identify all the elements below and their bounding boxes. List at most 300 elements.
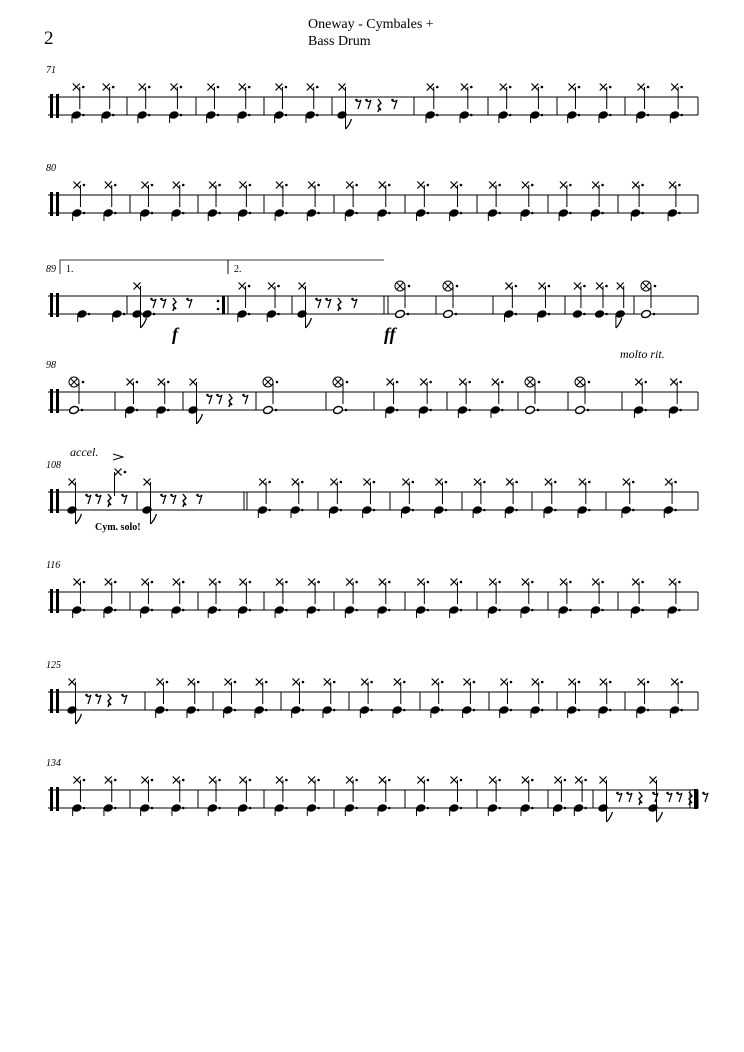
percussion-clef-right bbox=[56, 94, 59, 118]
repeat-barline-thick bbox=[222, 296, 225, 314]
augmentation-dot bbox=[564, 779, 567, 782]
augmentation-dot bbox=[501, 381, 504, 384]
cymbal-x-notehead bbox=[665, 479, 672, 486]
bass-drum-half-notehead bbox=[69, 405, 80, 414]
augmentation-dot bbox=[578, 709, 581, 712]
cymbal-x-notehead bbox=[474, 479, 481, 486]
augmentation-dot bbox=[301, 481, 304, 484]
eighth-rest bbox=[197, 495, 202, 504]
cymbal-x-notehead bbox=[574, 283, 581, 290]
percussion-clef-left bbox=[50, 489, 53, 513]
augmentation-dot bbox=[460, 581, 463, 584]
augmentation-dot bbox=[601, 184, 604, 187]
measure-number: 116 bbox=[46, 560, 61, 571]
augmentation-dot bbox=[153, 313, 156, 316]
augmentation-dot bbox=[82, 381, 85, 384]
cymbal-x-notehead bbox=[134, 283, 141, 290]
augmentation-dot bbox=[182, 609, 185, 612]
augmentation-dot bbox=[498, 212, 501, 215]
augmentation-dot bbox=[609, 114, 612, 117]
augmentation-dot bbox=[317, 807, 320, 810]
augmentation-dot bbox=[340, 509, 343, 512]
augmentation-dot bbox=[460, 184, 463, 187]
crash-circled-x-notehead bbox=[395, 281, 405, 291]
augmentation-dot bbox=[498, 184, 501, 187]
cymbal-x-notehead bbox=[209, 777, 216, 784]
cymbal-x-notehead bbox=[324, 679, 331, 686]
cymbal-x-notehead bbox=[308, 579, 315, 586]
augmentation-dot bbox=[114, 779, 117, 782]
augmentation-dot bbox=[641, 581, 644, 584]
augmentation-dot bbox=[641, 212, 644, 215]
cymbal-x-notehead bbox=[141, 777, 148, 784]
augmentation-dot bbox=[578, 681, 581, 684]
augmentation-dot bbox=[81, 409, 84, 412]
cymbal-x-notehead bbox=[427, 84, 434, 91]
percussion-clef-left bbox=[50, 689, 53, 713]
quarter-rest bbox=[108, 494, 111, 507]
cymbal-x-notehead bbox=[500, 84, 507, 91]
eighth-rest bbox=[207, 395, 212, 404]
augmentation-dot bbox=[541, 681, 544, 684]
cymbal-x-notehead bbox=[522, 579, 529, 586]
augmentation-dot bbox=[285, 212, 288, 215]
augmentation-dot bbox=[641, 184, 644, 187]
cymbal-x-notehead bbox=[209, 579, 216, 586]
bass-drum-half-notehead bbox=[641, 309, 652, 318]
eighth-rest bbox=[356, 100, 361, 109]
augmentation-dot bbox=[268, 481, 271, 484]
augmentation-dot bbox=[388, 779, 391, 782]
augmentation-dot bbox=[407, 313, 410, 316]
augmentation-dot bbox=[427, 184, 430, 187]
augmentation-dot bbox=[583, 285, 586, 288]
augmentation-dot bbox=[234, 681, 237, 684]
augmentation-dot bbox=[531, 609, 534, 612]
cymbal-x-notehead bbox=[500, 679, 507, 686]
augmentation-dot bbox=[275, 409, 278, 412]
augmentation-dot bbox=[182, 212, 185, 215]
cymbal-x-notehead bbox=[461, 84, 468, 91]
augmentation-dot bbox=[218, 807, 221, 810]
augmentation-dot bbox=[460, 807, 463, 810]
augmentation-dot bbox=[632, 509, 635, 512]
augmentation-dot bbox=[678, 212, 681, 215]
cymbal-x-notehead bbox=[379, 777, 386, 784]
augmentation-dot bbox=[234, 709, 237, 712]
note-flag bbox=[346, 119, 352, 129]
cymbal-x-notehead bbox=[69, 479, 76, 486]
augmentation-dot bbox=[498, 609, 501, 612]
cymbal-x-notehead bbox=[435, 479, 442, 486]
eighth-rest bbox=[122, 495, 127, 504]
augmentation-dot bbox=[569, 184, 572, 187]
bass-drum-half-notehead bbox=[443, 309, 454, 318]
bass-drum-half-notehead bbox=[395, 309, 406, 318]
augmentation-dot bbox=[587, 409, 590, 412]
accent-mark bbox=[113, 454, 123, 460]
augmentation-dot bbox=[510, 709, 513, 712]
cymbal-x-notehead bbox=[275, 84, 282, 91]
note-flag bbox=[657, 812, 663, 822]
augmentation-dot bbox=[632, 481, 635, 484]
augmentation-dot bbox=[317, 184, 320, 187]
cymbal-x-notehead bbox=[560, 579, 567, 586]
cymbal-x-notehead bbox=[545, 479, 552, 486]
augmentation-dot bbox=[346, 381, 349, 384]
cymbal-x-notehead bbox=[156, 679, 163, 686]
percussion-clef-left bbox=[50, 389, 53, 413]
cymbal-x-notehead bbox=[276, 579, 283, 586]
augmentation-dot bbox=[83, 581, 86, 584]
augmentation-dot bbox=[483, 509, 486, 512]
augmentation-dot bbox=[548, 313, 551, 316]
augmentation-dot bbox=[148, 114, 151, 117]
augmentation-dot bbox=[468, 381, 471, 384]
cymbal-x-notehead bbox=[256, 679, 263, 686]
cymbal-x-notehead bbox=[259, 479, 266, 486]
augmentation-dot bbox=[678, 609, 681, 612]
cymbal-x-notehead bbox=[307, 84, 314, 91]
cymbal-x-notehead bbox=[600, 679, 607, 686]
note-flag bbox=[151, 514, 157, 524]
augmentation-dot bbox=[340, 481, 343, 484]
augmentation-dot bbox=[498, 807, 501, 810]
cymbal-x-notehead bbox=[73, 182, 80, 189]
augmentation-dot bbox=[317, 581, 320, 584]
augmentation-dot bbox=[136, 409, 139, 412]
augmentation-dot bbox=[317, 779, 320, 782]
augmentation-dot bbox=[249, 212, 252, 215]
cymbal-x-notehead bbox=[669, 579, 676, 586]
augmentation-dot bbox=[509, 114, 512, 117]
augmentation-dot bbox=[436, 114, 439, 117]
cymbal-x-notehead bbox=[522, 182, 529, 189]
augmentation-dot bbox=[569, 212, 572, 215]
augmentation-dot bbox=[167, 381, 170, 384]
cymbal-x-notehead bbox=[69, 679, 76, 686]
cymbal-x-notehead bbox=[489, 579, 496, 586]
augmentation-dot bbox=[510, 681, 513, 684]
cymbal-x-notehead bbox=[600, 777, 607, 784]
augmentation-dot bbox=[541, 709, 544, 712]
augmentation-dot bbox=[167, 409, 170, 412]
cymbal-x-notehead bbox=[568, 679, 575, 686]
eighth-rest bbox=[187, 299, 192, 308]
eighth-rest bbox=[703, 793, 708, 802]
cymbal-x-notehead bbox=[276, 182, 283, 189]
first-ending-label: 1. bbox=[66, 264, 74, 275]
percussion-clef-right bbox=[56, 293, 59, 317]
cymbal-x-notehead bbox=[141, 579, 148, 586]
augmentation-dot bbox=[317, 212, 320, 215]
augmentation-dot bbox=[605, 285, 608, 288]
augmentation-dot bbox=[644, 409, 647, 412]
augmentation-dot bbox=[460, 779, 463, 782]
crash-circled-x-notehead bbox=[69, 377, 79, 387]
augmentation-dot bbox=[468, 409, 471, 412]
eighth-rest bbox=[151, 299, 156, 308]
cymbal-x-notehead bbox=[239, 283, 246, 290]
cymbal-x-notehead bbox=[632, 182, 639, 189]
cymbal-x-notehead bbox=[158, 379, 165, 386]
cymbal-x-notehead bbox=[239, 182, 246, 189]
cymbal-x-notehead bbox=[73, 777, 80, 784]
cymbal-x-notehead bbox=[638, 679, 645, 686]
augmentation-dot bbox=[483, 481, 486, 484]
augmentation-dot bbox=[531, 807, 534, 810]
augmentation-dot bbox=[445, 481, 448, 484]
augmentation-dot bbox=[470, 114, 473, 117]
cymbal-x-notehead bbox=[346, 579, 353, 586]
note-flag bbox=[141, 318, 147, 328]
percussion-clef-left bbox=[50, 94, 53, 118]
cymbal-x-notehead bbox=[139, 84, 146, 91]
augmentation-dot bbox=[429, 409, 432, 412]
cymbal-x-notehead bbox=[292, 479, 299, 486]
eighth-rest bbox=[217, 395, 222, 404]
augmentation-dot bbox=[403, 709, 406, 712]
percussion-clef-left bbox=[50, 192, 53, 216]
augmentation-dot bbox=[583, 313, 586, 316]
cymbal-x-notehead bbox=[596, 283, 603, 290]
augmentation-dot bbox=[197, 709, 200, 712]
augmentation-dot bbox=[180, 86, 183, 89]
cymbal-x-notehead bbox=[450, 182, 457, 189]
augmentation-dot bbox=[674, 509, 677, 512]
eighth-rest bbox=[366, 100, 371, 109]
augmentation-dot bbox=[609, 86, 612, 89]
note-flag bbox=[197, 414, 203, 424]
cymbal-x-notehead bbox=[600, 84, 607, 91]
augmentation-dot bbox=[584, 807, 587, 810]
cymbal-x-notehead bbox=[532, 679, 539, 686]
augmentation-dot bbox=[396, 381, 399, 384]
augmentation-dot bbox=[114, 212, 117, 215]
augmentation-dot bbox=[554, 509, 557, 512]
augmentation-dot bbox=[217, 86, 220, 89]
cymbal-x-notehead bbox=[417, 579, 424, 586]
augmentation-dot bbox=[396, 409, 399, 412]
measure-number: 89 bbox=[46, 264, 56, 275]
augmentation-dot bbox=[678, 581, 681, 584]
cymbal-x-notehead bbox=[579, 479, 586, 486]
augmentation-dot bbox=[427, 212, 430, 215]
augmentation-dot bbox=[427, 779, 430, 782]
augmentation-dot bbox=[355, 807, 358, 810]
quarter-rest bbox=[173, 298, 176, 311]
augmentation-dot bbox=[564, 807, 567, 810]
eighth-rest bbox=[96, 495, 101, 504]
cymbal-x-notehead bbox=[339, 84, 346, 91]
augmentation-dot bbox=[515, 509, 518, 512]
augmentation-dot bbox=[515, 313, 518, 316]
note-flag bbox=[607, 812, 613, 822]
augmentation-dot bbox=[388, 609, 391, 612]
cymbal-x-notehead bbox=[531, 84, 538, 91]
cymbal-x-notehead bbox=[560, 182, 567, 189]
cymbal-x-notehead bbox=[670, 379, 677, 386]
augmentation-dot bbox=[605, 313, 608, 316]
augmentation-dot bbox=[265, 709, 268, 712]
augmentation-dot bbox=[182, 184, 185, 187]
cymbal-x-notehead bbox=[379, 182, 386, 189]
eighth-rest bbox=[161, 299, 166, 308]
augmentation-dot bbox=[403, 681, 406, 684]
augmentation-dot bbox=[197, 681, 200, 684]
crash-circled-x-notehead bbox=[333, 377, 343, 387]
augmentation-dot bbox=[531, 212, 534, 215]
augmentation-dot bbox=[248, 285, 251, 288]
accel-direction: accel. bbox=[70, 445, 99, 459]
measure-number: 108 bbox=[46, 460, 61, 471]
augmentation-dot bbox=[285, 86, 288, 89]
quarter-rest bbox=[639, 792, 642, 805]
cymbal-x-notehead bbox=[363, 479, 370, 486]
cymbal-x-notehead bbox=[239, 777, 246, 784]
augmentation-dot bbox=[412, 481, 415, 484]
cymbal-x-notehead bbox=[173, 182, 180, 189]
augmentation-dot bbox=[345, 409, 348, 412]
augmentation-dot bbox=[455, 313, 458, 316]
augmentation-dot bbox=[355, 184, 358, 187]
augmentation-dot bbox=[473, 681, 476, 684]
bass-drum-notehead bbox=[572, 309, 583, 318]
measure-number: 125 bbox=[46, 660, 61, 671]
cymbal-x-notehead bbox=[173, 777, 180, 784]
augmentation-dot bbox=[151, 212, 154, 215]
augmentation-dot bbox=[445, 509, 448, 512]
augmentation-dot bbox=[678, 184, 681, 187]
augmentation-dot bbox=[531, 581, 534, 584]
cymbal-x-notehead bbox=[190, 379, 197, 386]
augmentation-dot bbox=[124, 471, 127, 474]
augmentation-dot bbox=[83, 779, 86, 782]
augmentation-dot bbox=[285, 581, 288, 584]
augmentation-dot bbox=[151, 609, 154, 612]
augmentation-dot bbox=[285, 807, 288, 810]
percussion-clef-left bbox=[50, 787, 53, 811]
cymbal-x-notehead bbox=[115, 469, 122, 476]
cymbal-x-notehead bbox=[103, 84, 110, 91]
measure-number: 71 bbox=[46, 65, 56, 76]
cymbal-x-notehead bbox=[592, 579, 599, 586]
augmentation-dot bbox=[82, 114, 85, 117]
augmentation-dot bbox=[541, 114, 544, 117]
bass-drum-half-notehead bbox=[525, 405, 536, 414]
augmentation-dot bbox=[373, 509, 376, 512]
augmentation-dot bbox=[148, 86, 151, 89]
cymbal-x-notehead bbox=[632, 579, 639, 586]
bass-drum-notehead bbox=[142, 309, 153, 318]
augmentation-dot bbox=[460, 609, 463, 612]
augmentation-dot bbox=[647, 114, 650, 117]
augmentation-dot bbox=[429, 381, 432, 384]
augmentation-dot bbox=[537, 409, 540, 412]
cymbal-x-notehead bbox=[489, 777, 496, 784]
augmentation-dot bbox=[333, 681, 336, 684]
augmentation-dot bbox=[370, 681, 373, 684]
augmentation-dot bbox=[151, 581, 154, 584]
cymbal-x-notehead bbox=[635, 379, 642, 386]
augmentation-dot bbox=[388, 807, 391, 810]
augmentation-dot bbox=[88, 313, 91, 316]
augmentation-dot bbox=[182, 779, 185, 782]
augmentation-dot bbox=[588, 381, 591, 384]
cymbal-x-notehead bbox=[361, 679, 368, 686]
augmentation-dot bbox=[674, 481, 677, 484]
cymbal-x-notehead bbox=[268, 283, 275, 290]
augmentation-dot bbox=[182, 807, 185, 810]
augmentation-dot bbox=[436, 86, 439, 89]
augmentation-dot bbox=[609, 681, 612, 684]
augmentation-dot bbox=[427, 609, 430, 612]
note-flag bbox=[616, 318, 622, 328]
augmentation-dot bbox=[276, 381, 279, 384]
augmentation-dot bbox=[548, 285, 551, 288]
cymbal-x-notehead bbox=[308, 182, 315, 189]
augmentation-dot bbox=[355, 212, 358, 215]
augmentation-dot bbox=[541, 86, 544, 89]
augmentation-dot bbox=[584, 779, 587, 782]
augmentation-dot bbox=[470, 86, 473, 89]
augmentation-dot bbox=[680, 709, 683, 712]
percussion-clef-right bbox=[56, 787, 59, 811]
augmentation-dot bbox=[427, 581, 430, 584]
cymbal-x-notehead bbox=[575, 777, 582, 784]
augmentation-dot bbox=[316, 86, 319, 89]
eighth-rest bbox=[171, 495, 176, 504]
augmentation-dot bbox=[218, 581, 221, 584]
augmentation-dot bbox=[601, 212, 604, 215]
augmentation-dot bbox=[218, 184, 221, 187]
augmentation-dot bbox=[355, 581, 358, 584]
measure-number: 98 bbox=[46, 360, 56, 371]
augmentation-dot bbox=[460, 212, 463, 215]
percussion-clef-left bbox=[50, 589, 53, 613]
augmentation-dot bbox=[302, 709, 305, 712]
augmentation-dot bbox=[647, 709, 650, 712]
cymbal-x-notehead bbox=[308, 777, 315, 784]
eighth-rest bbox=[96, 695, 101, 704]
augmentation-dot bbox=[249, 609, 252, 612]
cymbal-x-notehead bbox=[463, 679, 470, 686]
cymbal-x-notehead bbox=[554, 777, 561, 784]
augmentation-dot bbox=[373, 481, 376, 484]
crash-circled-x-notehead bbox=[443, 281, 453, 291]
augmentation-dot bbox=[249, 184, 252, 187]
cymbal-x-notehead bbox=[522, 777, 529, 784]
cymbal-x-notehead bbox=[638, 84, 645, 91]
augmentation-dot bbox=[333, 709, 336, 712]
percussion-clef-right bbox=[56, 589, 59, 613]
augmentation-dot bbox=[248, 114, 251, 117]
augmentation-dot bbox=[285, 779, 288, 782]
cymbal-x-notehead bbox=[671, 679, 678, 686]
augmentation-dot bbox=[427, 807, 430, 810]
cym-solo-direction: Cym. solo! bbox=[95, 522, 141, 533]
augmentation-dot bbox=[441, 709, 444, 712]
augmentation-dot bbox=[249, 581, 252, 584]
augmentation-dot bbox=[285, 184, 288, 187]
augmentation-dot bbox=[601, 609, 604, 612]
cymbal-x-notehead bbox=[492, 379, 499, 386]
augmentation-dot bbox=[578, 86, 581, 89]
augmentation-dot bbox=[569, 581, 572, 584]
second-ending-label: 2. bbox=[234, 264, 242, 275]
cymbal-x-notehead bbox=[105, 777, 112, 784]
cymbal-x-notehead bbox=[105, 579, 112, 586]
